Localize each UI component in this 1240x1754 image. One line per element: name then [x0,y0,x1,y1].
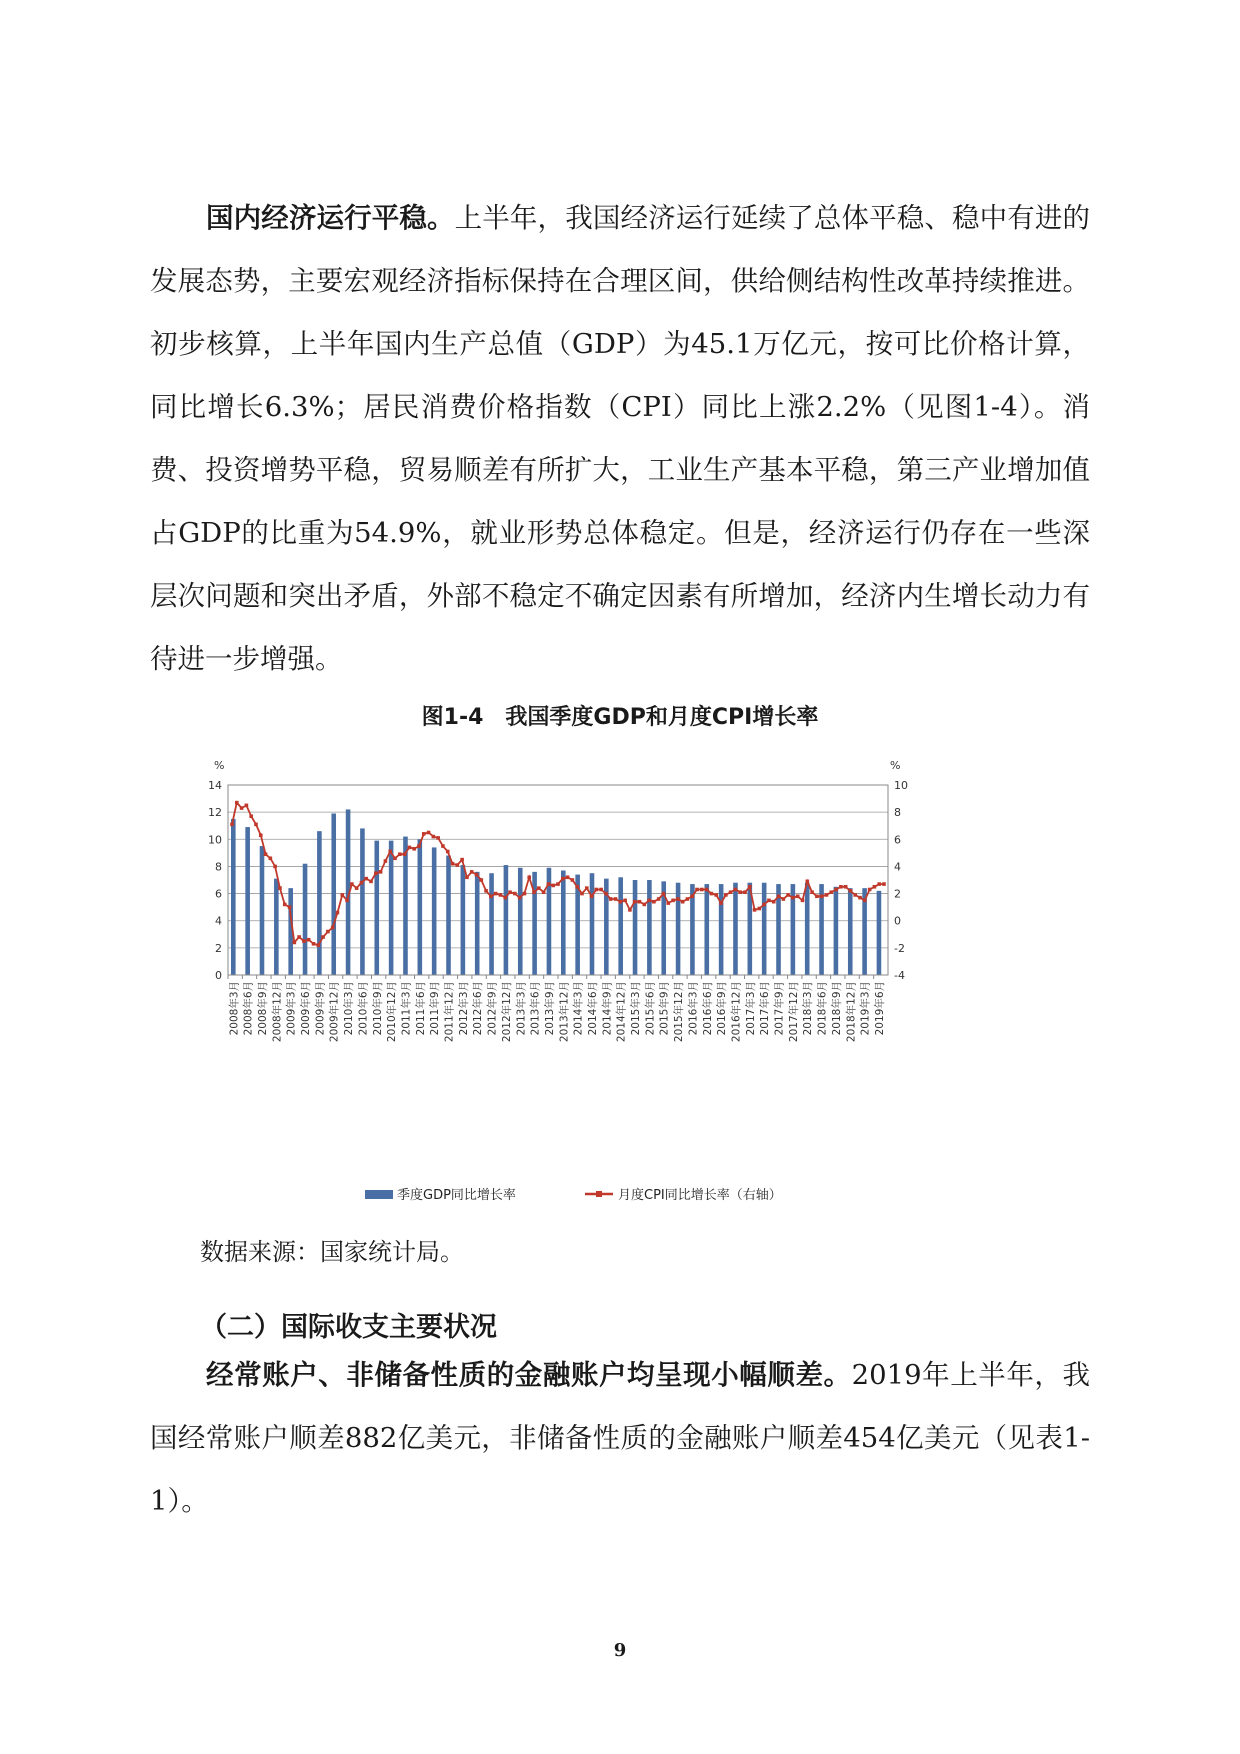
gdp-bar [518,868,523,975]
cpi-point [360,881,364,885]
cpi-point [432,835,436,839]
gdp-bar [590,873,595,975]
cpi-point [705,888,709,892]
cpi-point [853,893,857,897]
gdp-bar [374,841,379,975]
right-tick-label: 0 [894,914,901,928]
cpi-point [681,900,685,904]
cpi-point [465,875,469,879]
cpi-point [475,873,479,877]
x-tick-label: 2017年3月 [744,981,757,1036]
x-tick-label: 2011年6月 [414,981,427,1036]
cpi-point [619,900,623,904]
cpi-point [676,897,680,901]
x-tick-label: 2018年6月 [816,981,829,1036]
cpi-point [273,865,277,869]
x-tick-label: 2016年12月 [730,981,743,1043]
x-tick-label: 2012年3月 [457,981,470,1036]
cpi-point [873,885,877,889]
gdp-bar [389,841,394,975]
gdp-bar [245,827,250,975]
x-tick-label: 2013年12月 [558,981,571,1043]
cpi-point [657,897,661,901]
x-tick-label: 2008年3月 [228,981,241,1036]
cpi-point [312,942,316,946]
cpi-point [858,896,862,900]
cpi-point [479,878,483,882]
cpi-point [264,852,268,856]
paragraph-balance-of-payments [150,1344,1090,1533]
gdp-bar [647,880,652,975]
cpi-point [599,888,603,892]
cpi-point [235,801,239,805]
cpi-point [585,886,589,890]
gdp-bar [489,873,494,975]
cpi-point [297,935,301,939]
cpi-point [758,907,762,911]
x-tick-label: 2011年12月 [443,981,456,1043]
cpi-point [494,892,498,896]
right-axis-unit: % [890,759,901,772]
gdp-bar [274,879,279,975]
cpi-point [364,877,368,881]
gdp-bar [231,819,236,975]
x-tick-label: 2017年9月 [773,981,786,1036]
cpi-point [470,870,474,874]
gdp-bar [475,872,480,975]
cpi-point [340,893,344,897]
cpi-point [825,893,829,897]
cpi-point [278,886,282,890]
right-tick-label: 2 [894,887,901,901]
cpi-point [863,899,867,903]
cpi-point [331,926,335,930]
cpi-point [695,888,699,892]
cpi-point [398,852,402,856]
x-tick-label: 2015年6月 [644,981,657,1036]
cpi-point [700,888,704,892]
cpi-point [388,850,392,854]
cpi-point [829,890,833,894]
cpi-point [614,897,618,901]
cpi-point [484,889,488,893]
x-tick-label: 2008年6月 [242,981,255,1036]
gdp-bar [303,864,308,975]
cpi-point [499,893,503,897]
cpi-point [527,875,531,879]
x-tick-label: 2014年9月 [601,981,614,1036]
cpi-point [513,892,517,896]
gdp-bar [317,831,322,975]
cpi-point [412,847,416,851]
gdp-bar [834,887,839,975]
cpi-point [571,878,575,882]
cpi-line-path [232,803,884,946]
figure-title: 图1-4 我国季度GDP和月度CPI增长率 [421,705,819,730]
x-tick-label: 2009年3月 [285,981,298,1036]
gdp-bar [805,883,810,975]
cpi-point [595,888,599,892]
cpi-point [355,886,359,890]
x-tick-label: 2018年12月 [845,981,858,1043]
x-tick-label: 2011年9月 [429,981,442,1036]
cpi-point [877,882,881,886]
paragraph2-lead: 经常账户、非储备性质的金融账户均呈现小幅顺差。 [206,1359,852,1391]
cpi-point [834,888,838,892]
cpi-point [719,901,723,905]
cpi-point [815,894,819,898]
cpi-point [451,862,455,866]
gdp-bar [618,877,623,975]
cpi-point [523,892,527,896]
cpi-point [820,894,824,898]
cpi-point [547,882,551,886]
cpi-point [518,896,522,900]
cpi-point [748,885,752,889]
cpi-point [302,939,306,943]
cpi-point [767,899,771,903]
cpi-point [868,888,872,892]
x-tick-label: 2019年6月 [873,981,886,1036]
cpi-point [810,890,814,894]
cpi-point [316,943,320,947]
gdp-bar [331,814,336,976]
left-tick-label: 0 [215,969,222,982]
cpi-point [427,831,431,835]
cpi-point [245,804,249,808]
cpi-point [609,897,613,901]
cpi-point [839,885,843,889]
x-tick-label: 2008年9月 [256,981,269,1036]
plot-frame [228,785,888,975]
x-tick-label: 2012年6月 [472,981,485,1036]
chart-svg [200,745,1040,1235]
cpi-point [801,899,805,903]
left-tick-label: 4 [215,914,222,928]
gdp-bar [461,865,466,975]
cpi-point [882,882,886,886]
x-tick-label: 2010年6月 [357,981,370,1036]
cpi-point [753,908,757,912]
cpi-point [652,900,656,904]
x-tick-label: 2017年6月 [759,981,772,1036]
cpi-point [743,890,747,894]
cpi-point [796,894,800,898]
gdp-bar [762,883,767,975]
cpi-point [777,894,781,898]
gdp-cpi-chart [200,745,1040,1235]
cpi-point [686,897,690,901]
cpi-point [230,823,234,827]
cpi-point [542,890,546,894]
right-tick-label: 10 [894,779,908,792]
figure-source: 数据来源：国家统计局。 [200,1238,464,1266]
paragraph-gdp-cpi [150,187,1090,691]
x-tick-label: 2017年12月 [787,981,800,1043]
cpi-point [580,892,584,896]
gdp-bar [848,888,853,975]
cpi-point [662,892,666,896]
x-tick-label: 2009年6月 [300,981,313,1036]
cpi-point [321,935,325,939]
cpi-point [460,858,464,862]
cpi-point [326,930,330,934]
cpi-point [503,896,507,900]
cpi-point [575,885,579,889]
legend-gdp-swatch [365,1190,393,1199]
left-axis-unit: % [214,759,225,772]
cpi-point [762,903,766,907]
x-tick-label: 2018年9月 [830,981,843,1036]
cpi-point [240,806,244,810]
x-tick-label: 2018年3月 [802,981,815,1036]
x-tick-label: 2010年9月 [371,981,384,1036]
cpi-point [638,900,642,904]
cpi-point [379,870,383,874]
cpi-point [532,890,536,894]
cpi-point [307,938,311,942]
cpi-point [436,836,440,840]
cpi-point [288,905,292,909]
cpi-point [417,844,421,848]
cpi-point [269,856,273,860]
cpi-point [441,844,445,848]
gdp-bar [676,883,681,975]
x-tick-label: 2015年9月 [658,981,671,1036]
gdp-bar [432,847,437,975]
cpi-point [714,893,718,897]
cpi-point [566,875,570,879]
left-tick-label: 14 [208,779,222,792]
cpi-point [556,882,560,886]
x-tick-label: 2012年9月 [486,981,499,1036]
x-tick-label: 2010年3月 [343,981,356,1036]
cpi-point [604,892,608,896]
cpi-point [537,886,541,890]
cpi-point [710,892,714,896]
gdp-bar [733,883,738,975]
x-tick-label: 2008年12月 [271,981,284,1043]
x-tick-label: 2013年3月 [515,981,528,1036]
left-tick-label: 10 [208,833,222,847]
cpi-point [724,893,728,897]
cpi-point [508,890,512,894]
cpi-point [623,899,627,903]
cpi-point [642,903,646,907]
x-tick-label: 2012年12月 [500,981,513,1043]
x-tick-label: 2016年9月 [716,981,729,1036]
x-tick-label: 2016年6月 [701,981,714,1036]
cpi-point [293,941,297,945]
cpi-point [666,901,670,905]
x-tick-label: 2015年12月 [673,981,686,1043]
cpi-point [628,908,632,912]
right-tick-label: 4 [894,860,901,874]
gdp-bar [446,856,451,975]
x-tick-label: 2016年3月 [687,981,700,1036]
x-tick-label: 2014年6月 [586,981,599,1036]
x-tick-label: 2009年12月 [328,981,341,1043]
cpi-point [489,894,493,898]
cpi-point [849,889,853,893]
page-number: 9 [613,1640,627,1661]
gdp-bar [719,884,724,975]
cpi-point [671,899,675,903]
gdp-bar [504,865,509,975]
gdp-bar [360,828,365,975]
cpi-point [422,832,426,836]
left-tick-label: 6 [215,887,222,901]
cpi-point [633,900,637,904]
legend-cpi-label: 月度CPI同比增长率（右轴） [618,1188,782,1203]
section-heading: （二）国际收支主要状况 [200,1312,497,1343]
x-tick-label: 2011年3月 [400,981,413,1036]
cpi-point [336,911,340,915]
left-tick-label: 12 [208,806,222,820]
gdp-bar [403,837,408,975]
cpi-point [782,897,786,901]
cpi-point [384,859,388,863]
cpi-point [408,846,412,850]
cpi-point [844,885,848,889]
x-tick-label: 2010年12月 [386,981,399,1043]
gdp-bar [418,839,423,975]
legend-cpi-marker [596,1191,602,1197]
cpi-point [345,899,349,903]
cpi-point [590,894,594,898]
x-tick-label: 2014年3月 [572,981,585,1036]
cpi-point [403,852,407,856]
x-tick-label: 2014年12月 [615,981,628,1043]
cpi-point [446,850,450,854]
cpi-point [647,899,651,903]
gdp-bar [260,846,265,975]
cpi-point [729,890,733,894]
cpi-point [249,814,253,818]
paragraph1-body: 上半年，我国经济运行延续了总体平稳、稳中有进的发展态势，主要宏观经济指标保持在合理区间，供给侧结构性改革持续推进。初步核算，上半年国内生产总值（GDP）为45.1万亿元，按可比价格计算，同比增长6.3%；居民消费价格指数（CPI）同比上涨2.2%（见图1-4）。消费、投资增势平稳，贸易顺差有所扩大，工业生产基本平稳，第三产业增加值占GDP的比重为54.9%，就业形势总体稳定。但是，经济运行仍存在一些深层次问题和突出矛盾，外部不稳定不确定因素有所增加，经济内生增长动力有待进一步增强。 [150,202,1091,675]
paragraph2-body: 2019年上半年，我国经常账户顺差882亿美元，非储备性质的金融账户顺差454亿美元（见表1-1）。 [150,1359,1090,1517]
cpi-point [393,856,397,860]
cpi-point [561,877,565,881]
right-tick-label: -2 [894,941,905,955]
left-tick-label: 2 [215,941,222,955]
legend-gdp-label: 季度GDP同比增长率 [397,1188,516,1203]
cpi-point [786,893,790,897]
cpi-point [374,871,378,875]
cpi-point [791,896,795,900]
cpi-point [350,882,354,886]
cpi-point [772,900,776,904]
x-tick-label: 2009年9月 [314,981,327,1036]
right-tick-label: 6 [894,833,901,847]
right-tick-label: 8 [894,806,901,820]
cpi-point [734,888,738,892]
cpi-point [259,833,263,837]
gdp-bar [704,884,709,975]
cpi-point [805,880,809,884]
cpi-point [551,884,555,888]
left-tick-label: 8 [215,860,222,874]
gdp-bar [633,880,638,975]
cpi-point [738,890,742,894]
gdp-bar [877,891,882,975]
cpi-point [254,823,258,827]
right-tick-label: -4 [894,969,905,982]
cpi-point [690,894,694,898]
gdp-bar [561,871,566,976]
paragraph1-lead: 国内经济运行平稳。 [206,202,455,234]
x-tick-label: 2015年3月 [630,981,643,1036]
x-tick-label: 2013年9月 [543,981,556,1036]
x-tick-label: 2019年3月 [859,981,872,1036]
x-tick-label: 2013年6月 [529,981,542,1036]
cpi-point [283,903,287,907]
cpi-point [456,863,460,867]
cpi-point [369,880,373,884]
